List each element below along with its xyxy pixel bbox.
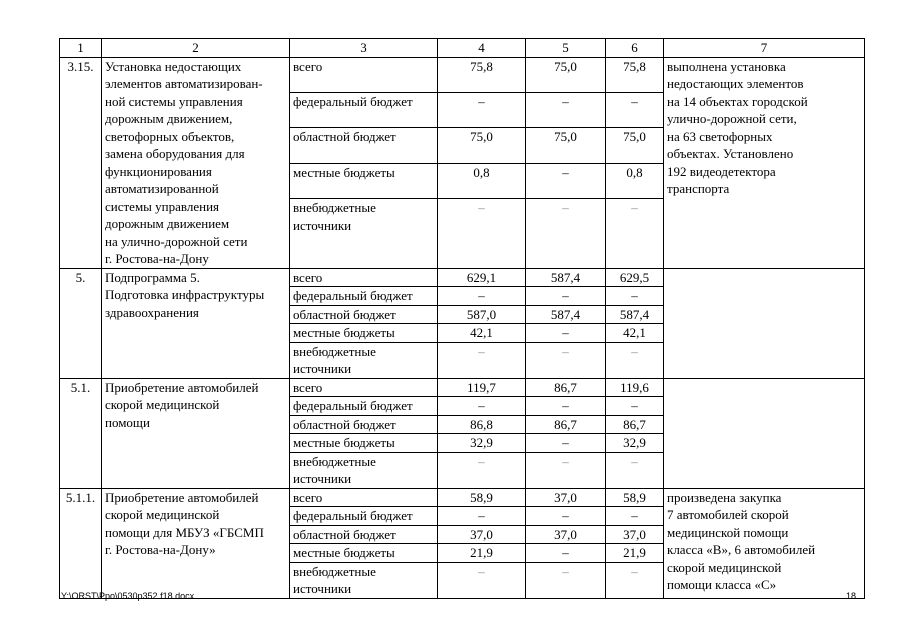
value-col-4: 587,0: [438, 305, 526, 324]
funding-source-label: федеральный бюджет: [290, 397, 438, 416]
value-col-4: –: [438, 199, 526, 268]
funding-source-label: местные бюджеты: [290, 434, 438, 453]
value-col-4: 119,7: [438, 378, 526, 397]
value-col-5: –: [526, 507, 606, 526]
value-col-4: 86,8: [438, 415, 526, 434]
value-col-5: –: [526, 562, 606, 598]
item-number: 5.1.1.: [60, 488, 102, 598]
value-col-4: –: [438, 92, 526, 127]
item-name: Приобретение автомобилей скорой медицинской помощи для МБУЗ «ГБСМП г. Ростова-на-Дону»: [102, 488, 290, 598]
value-col-5: –: [526, 452, 606, 488]
value-col-5: –: [526, 544, 606, 563]
value-col-6: –: [606, 342, 664, 378]
footer-file-path: Y:\ORST\Ppo\0530p352.f18.docx: [61, 591, 195, 601]
value-col-6: 75,0: [606, 128, 664, 163]
item-name: Установка недостающих элементов автоматизирован- ной системы управления дорожным движением, светофорных объектов, замена оборудования для функционирования автоматизированной системы управления дорожным движением на улично-дорожной сети г. Ростова-на-Дону: [102, 57, 290, 268]
value-col-4: 21,9: [438, 544, 526, 563]
funding-source-label: всего: [290, 268, 438, 287]
value-col-4: 58,9: [438, 488, 526, 507]
header-col-7: 7: [664, 39, 865, 58]
value-col-6: –: [606, 287, 664, 306]
value-col-5: 86,7: [526, 378, 606, 397]
value-col-4: 32,9: [438, 434, 526, 453]
item-name: Подпрограмма 5. Подготовка инфраструктуры здравоохранения: [102, 268, 290, 378]
value-col-5: 37,0: [526, 488, 606, 507]
value-col-5: –: [526, 199, 606, 268]
value-col-5: 75,0: [526, 57, 606, 92]
value-col-5: –: [526, 434, 606, 453]
funding-source-label: внебюджетные источники: [290, 562, 438, 598]
value-col-4: –: [438, 452, 526, 488]
item-number: 5.1.: [60, 378, 102, 488]
value-col-6: 0,8: [606, 163, 664, 198]
value-col-4: 629,1: [438, 268, 526, 287]
item-number: 5.: [60, 268, 102, 378]
value-col-4: –: [438, 342, 526, 378]
header-col-4: 4: [438, 39, 526, 58]
item-note: [664, 268, 865, 378]
table-row: [60, 57, 865, 92]
funding-source-label: областной бюджет: [290, 305, 438, 324]
value-col-5: 86,7: [526, 415, 606, 434]
header-col-3: 3: [290, 39, 438, 58]
value-col-6: –: [606, 452, 664, 488]
value-col-4: 37,0: [438, 525, 526, 544]
header-col-5: 5: [526, 39, 606, 58]
value-col-6: 37,0: [606, 525, 664, 544]
funding-source-label: внебюджетные источники: [290, 452, 438, 488]
value-col-5: –: [526, 163, 606, 198]
table-row: [60, 378, 865, 397]
item-note: произведена закупка 7 автомобилей скорой медицинской помощи класса «В», 6 автомобилей скорой медицинской помощи класса «С»: [664, 488, 865, 598]
funding-source-label: федеральный бюджет: [290, 92, 438, 127]
table-row: [60, 488, 865, 507]
funding-source-label: всего: [290, 57, 438, 92]
value-col-5: 75,0: [526, 128, 606, 163]
value-col-6: 119,6: [606, 378, 664, 397]
item-note: выполнена установка недостающих элементов на 14 объектах городской улично-дорожной сети, на 63 светофорных объектах. Установлено 192 видеодетектора транспорта: [664, 57, 865, 268]
funding-source-label: всего: [290, 378, 438, 397]
value-col-5: 587,4: [526, 268, 606, 287]
funding-source-label: областной бюджет: [290, 128, 438, 163]
header-col-2: 2: [102, 39, 290, 58]
value-col-5: –: [526, 342, 606, 378]
value-col-6: –: [606, 397, 664, 416]
funding-source-label: местные бюджеты: [290, 163, 438, 198]
value-col-6: 21,9: [606, 544, 664, 563]
funding-source-label: федеральный бюджет: [290, 507, 438, 526]
value-col-5: –: [526, 92, 606, 127]
value-col-6: 58,9: [606, 488, 664, 507]
value-col-6: 75,8: [606, 57, 664, 92]
header-row: [60, 39, 865, 58]
value-col-6: 629,5: [606, 268, 664, 287]
value-col-4: 0,8: [438, 163, 526, 198]
value-col-4: 75,8: [438, 57, 526, 92]
value-col-4: –: [438, 507, 526, 526]
funding-source-label: всего: [290, 488, 438, 507]
item-name: Приобретение автомобилей скорой медицинской помощи: [102, 378, 290, 488]
value-col-4: –: [438, 287, 526, 306]
value-col-6: –: [606, 507, 664, 526]
budget-table: [59, 38, 865, 599]
value-col-5: –: [526, 324, 606, 343]
value-col-5: –: [526, 397, 606, 416]
value-col-4: 75,0: [438, 128, 526, 163]
funding-source-label: местные бюджеты: [290, 324, 438, 343]
value-col-6: 86,7: [606, 415, 664, 434]
footer-page-number: 18: [845, 591, 856, 601]
value-col-4: 42,1: [438, 324, 526, 343]
item-note: [664, 378, 865, 488]
value-col-6: –: [606, 199, 664, 268]
value-col-5: 587,4: [526, 305, 606, 324]
funding-source-label: федеральный бюджет: [290, 287, 438, 306]
funding-source-label: внебюджетные источники: [290, 199, 438, 268]
value-col-5: 37,0: [526, 525, 606, 544]
value-col-6: 587,4: [606, 305, 664, 324]
value-col-4: –: [438, 562, 526, 598]
value-col-6: 32,9: [606, 434, 664, 453]
value-col-6: 42,1: [606, 324, 664, 343]
value-col-4: –: [438, 397, 526, 416]
header-col-6: 6: [606, 39, 664, 58]
header-col-1: 1: [60, 39, 102, 58]
funding-source-label: областной бюджет: [290, 525, 438, 544]
item-number: 3.15.: [60, 57, 102, 268]
funding-source-label: внебюджетные источники: [290, 342, 438, 378]
value-col-6: –: [606, 92, 664, 127]
table-row: [60, 268, 865, 287]
value-col-6: –: [606, 562, 664, 598]
funding-source-label: областной бюджет: [290, 415, 438, 434]
funding-source-label: местные бюджеты: [290, 544, 438, 563]
value-col-5: –: [526, 287, 606, 306]
